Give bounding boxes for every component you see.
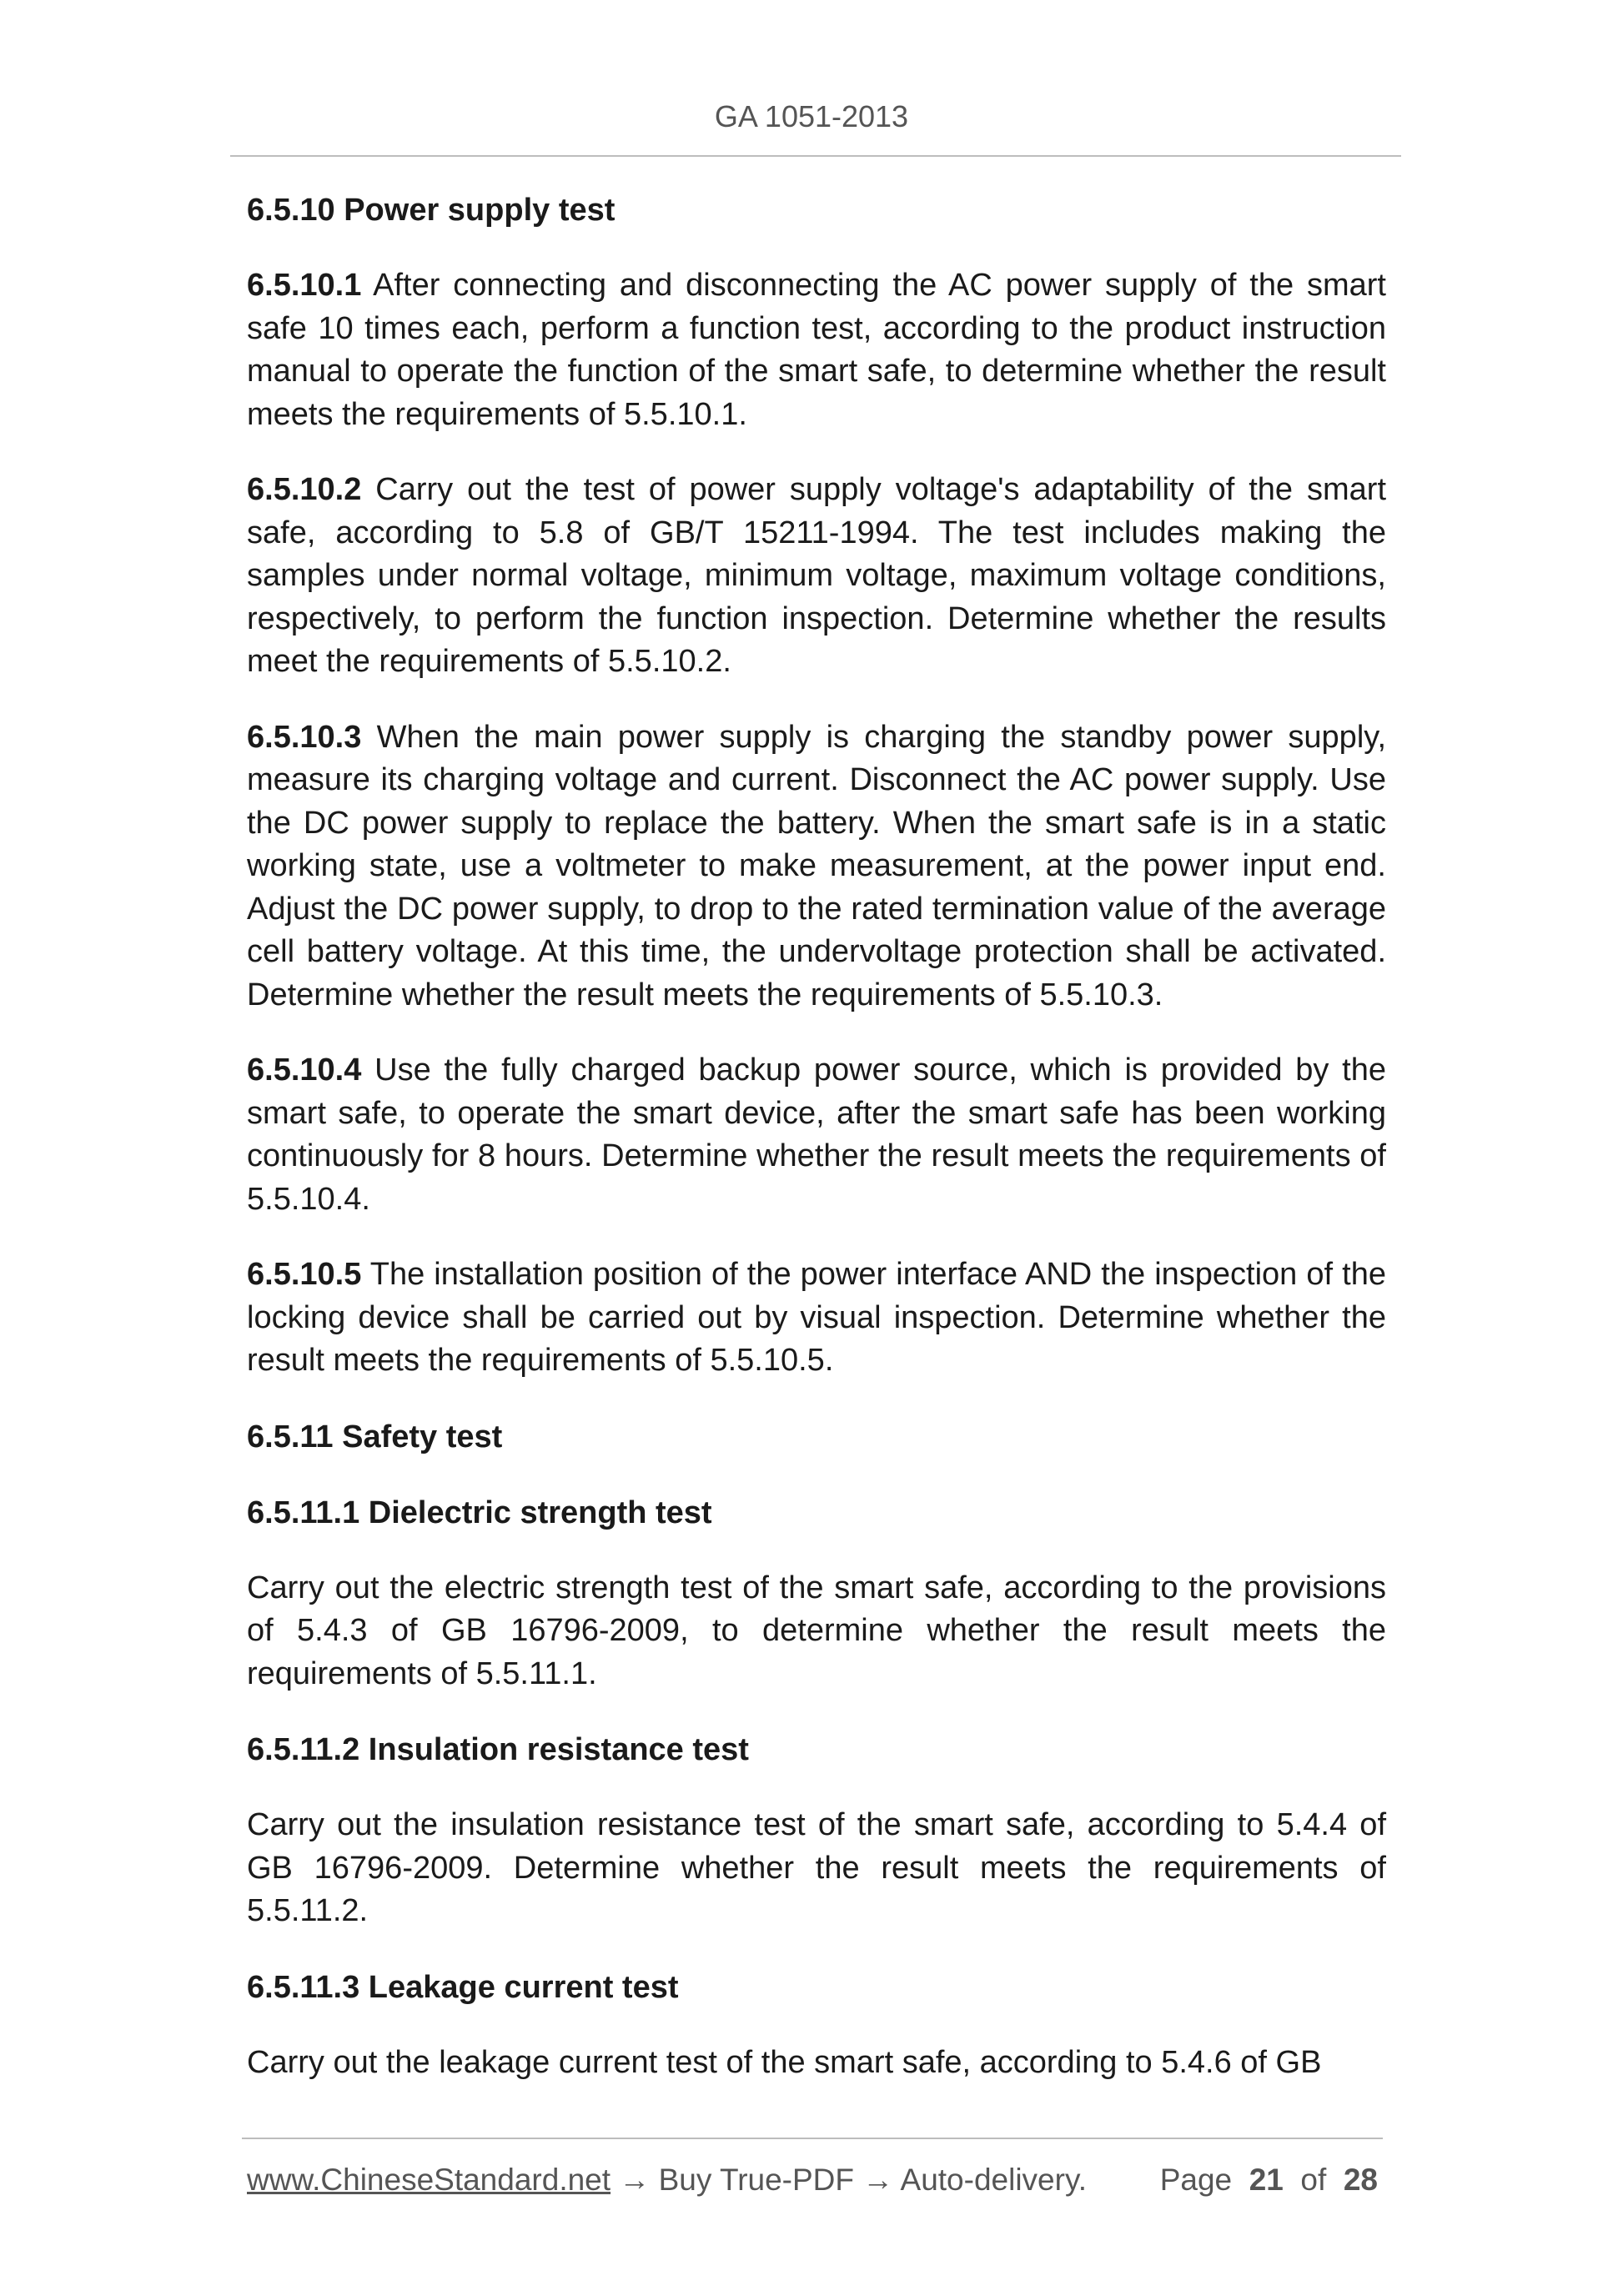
page-total: 28 bbox=[1343, 2163, 1378, 2197]
website-link[interactable]: www.ChineseStandard.net bbox=[247, 2163, 611, 2197]
section-heading-6-5-11-1: 6.5.11.1 Dielectric strength test bbox=[247, 1495, 712, 1530]
clause-6-5-10-5 bbox=[247, 1254, 1386, 1383]
section-heading-6-5-11: 6.5.11 Safety test bbox=[247, 1419, 503, 1454]
clause-6-5-11-3-text: Carry out the leakage current test of the smart safe, according to 5.4.6 of GB bbox=[247, 2044, 1322, 2080]
clause-number: 6.5.10.2 bbox=[247, 472, 362, 507]
clause-number: 6.5.10.4 bbox=[247, 1053, 362, 1088]
page-number bbox=[1160, 2160, 1378, 2200]
clause-6-5-10-4 bbox=[247, 1049, 1386, 1221]
section-heading-6-5-10: 6.5.10 Power supply test bbox=[247, 193, 616, 228]
section-heading-6-5-11-3: 6.5.11.3 Leakage current test bbox=[247, 1969, 679, 2005]
page-body bbox=[247, 188, 1386, 2084]
clause-6-5-10-1 bbox=[247, 264, 1386, 436]
page-current: 21 bbox=[1249, 2163, 1284, 2197]
clause-text: The installation position of the power interface AND the inspection of the locking device shall be carried out by visual inspection. Determine whether the result meets the requirements of 5.5.10.5. bbox=[247, 1257, 1386, 1378]
clause-text: When the main power supply is charging the standby power supply, measure its charging voltage and current. Disconnect the AC power supply. Use the DC power supply to replace the battery. When the smart safe is in a static working state, use a voltmeter to make measurement, at the power input end. Adjust the DC power supply, to drop to the rated termination value of the average cell battery voltage. At this time, the undervoltage protection shall be activated. Determine whether the result meets the requirements of 5.5.10.3. bbox=[247, 719, 1386, 1012]
page-footer bbox=[247, 2160, 1378, 2200]
footer-divider bbox=[242, 2138, 1383, 2139]
footer-tagline: → Buy True-PDF → Auto-delivery. bbox=[611, 2163, 1087, 2197]
page-of-label: of bbox=[1300, 2163, 1327, 2197]
page-label: Page bbox=[1159, 2163, 1233, 2197]
header-divider bbox=[230, 155, 1401, 157]
clause-text: Use the fully charged backup power source, which is provided by the smart safe, to operate the smart device, after the smart safe has been working continuously for 8 hours. Determine whether the result meets the requirements of 5.5.10.4. bbox=[247, 1053, 1386, 1217]
clause-6-5-10-3 bbox=[247, 716, 1386, 1017]
clause-number: 6.5.10.3 bbox=[247, 719, 362, 755]
clause-number: 6.5.10.5 bbox=[247, 1257, 362, 1292]
clause-number: 6.5.10.1 bbox=[247, 268, 362, 303]
document-code: GA 1051-2013 bbox=[714, 99, 909, 133]
clause-6-5-11-1-text: Carry out the electric strength test of the smart safe, according to the provisions of 5.4.3 of GB 16796-2009, to determine whether the result meets the requirements of 5.5.11.1. bbox=[247, 1570, 1386, 1691]
footer-promo bbox=[247, 2160, 1087, 2200]
section-heading-6-5-11-2: 6.5.11.2 Insulation resistance test bbox=[247, 1732, 749, 1767]
clause-6-5-10-2 bbox=[247, 469, 1386, 684]
clause-6-5-11-2-text: Carry out the insulation resistance test of the smart safe, according to 5.4.4 of GB 16796-2009. Determine whether the result meets the requirements of 5.5.11.2. bbox=[247, 1807, 1386, 1928]
clause-text: After connecting and disconnecting the AC power supply of the smart safe 10 times each, perform a function test, according to the product instruction manual to operate the function of the smart safe, to determine whether the result meets the requirements of 5.5.10.1. bbox=[247, 268, 1386, 432]
clause-text: Carry out the test of power supply voltage's adaptability of the smart safe, according to 5.8 of GB/T 15211-1994. The test includes making the samples under normal voltage, minimum voltage, maximum voltage conditions, respectively, to perform the function inspection. Determine whether the results meet the requirements of 5.5.10.2. bbox=[247, 472, 1386, 679]
